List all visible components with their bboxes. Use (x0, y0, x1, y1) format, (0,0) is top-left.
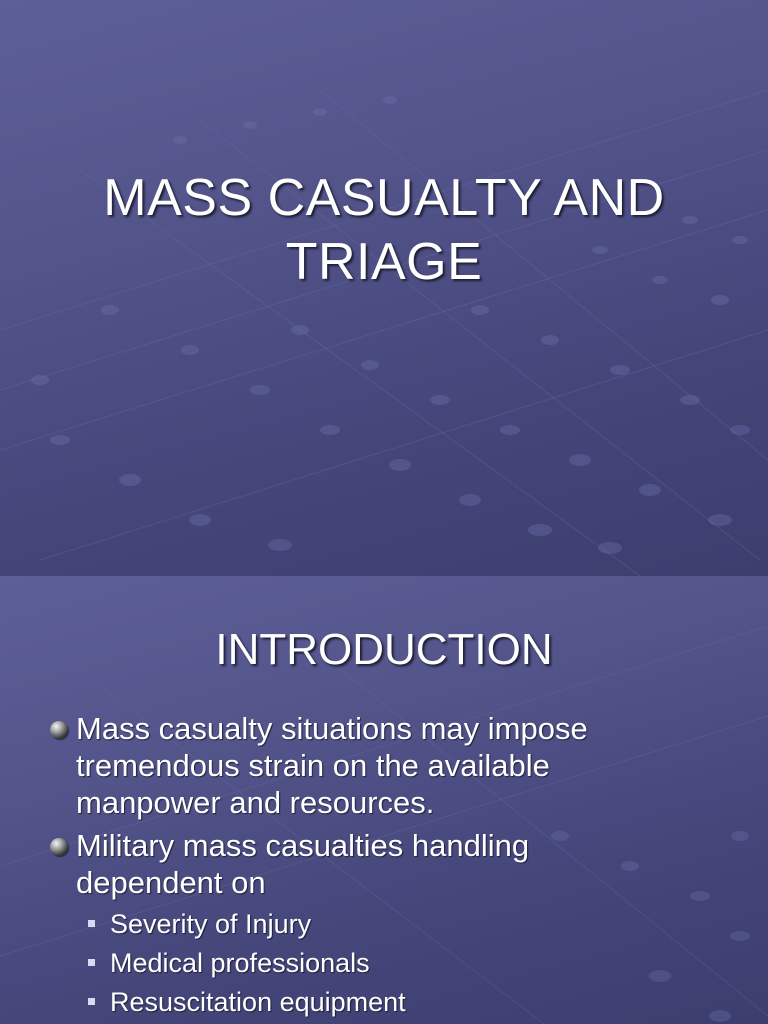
square-bullet-icon (88, 920, 95, 927)
sub-bullet-item (76, 944, 748, 983)
bullet-list (48, 710, 748, 1024)
bullet-line: Military mass casualties handling (76, 828, 530, 863)
square-bullet-icon (88, 959, 95, 966)
bullet-item (48, 827, 748, 1022)
bullet-line: manpower and resources. (76, 785, 435, 820)
slide-title (0, 166, 768, 294)
bullet-line: dependent on (76, 865, 266, 900)
sub-bullet-text: Severity of Injury (110, 909, 312, 939)
sub-bullet-item (76, 983, 748, 1022)
slide-heading: INTRODUCTION (215, 625, 553, 674)
sub-bullet-text: Resuscitation equipment (110, 987, 406, 1017)
sub-bullet-item (76, 905, 748, 944)
introduction-slide (0, 576, 768, 1024)
square-bullet-icon (88, 998, 95, 1005)
title-line-1: MASS CASUALTY AND (103, 169, 665, 227)
bullet-item (48, 710, 748, 821)
sphere-bullet-icon (50, 721, 68, 739)
sphere-bullet-icon (50, 838, 68, 856)
bullet-line: tremendous strain on the available (76, 748, 550, 783)
title-line-2: TRIAGE (285, 233, 483, 291)
bullet-line: Mass casualty situations may impose (76, 711, 588, 746)
sub-bullet-list (76, 905, 748, 1022)
sub-bullet-text: Medical professionals (110, 948, 370, 978)
